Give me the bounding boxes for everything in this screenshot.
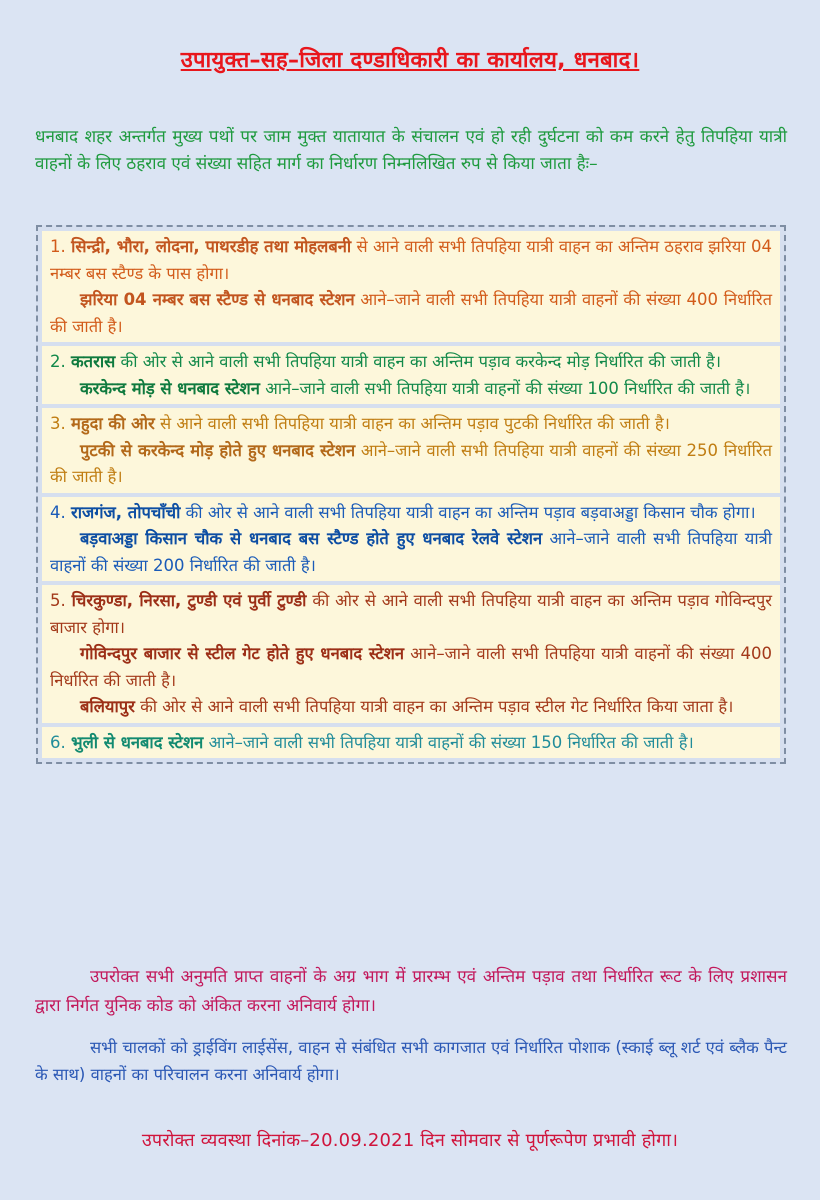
route-origin: चिरकुण्डा, निरसा, टुण्डी एवं पुर्वी टुण्डी (71, 591, 307, 610)
route-count-text: आने–जाने वाली सभी तिपहिया यात्री वाहनों की संख्या 200 निर्धारित की जाती है। (50, 529, 772, 575)
route-count-text: आने–जाने वाली सभी तिपहिया यात्री वाहनों की संख्या 250 निर्धारित की जाती है। (50, 440, 772, 486)
office-title: उपायुक्त–सह–जिला दण्डाधिकारी का कार्यालय, धनबाद। (180, 48, 640, 73)
route-count-text: आने–जाने वाली सभी तिपहिया यात्री वाहनों की संख्या 400 निर्धारित की जाती है। (50, 290, 772, 336)
route-path: भुली से धनबाद स्टेशन (71, 732, 204, 752)
route-origin: महुदा की ओर (71, 414, 155, 433)
route-text: की ओर से आने वाली सभी तिपहिया यात्री वाहन का अन्तिम पड़ाव गोविन्दपुर बाजार होगा। (50, 591, 772, 637)
route-number: 5. (50, 591, 66, 610)
route-origin: राजगंज, तोपचाँची (71, 502, 181, 522)
route-text-secondary: की ओर से आने वाली सभी तिपहिया यात्री वाहन का अन्तिम पड़ाव स्टील गेट निर्धारित किया जाता है। (140, 697, 734, 716)
route-box-2 (42, 346, 780, 404)
route-box-1 (42, 231, 780, 342)
route-box-6 (42, 727, 780, 759)
route-path: पुटकी से करकेन्द मोड़ होते हुए धनबाद स्टेशन (80, 440, 356, 460)
route-count-text: आने–जाने वाली सभी तिपहिया यात्री वाहनों की संख्या 100 निर्धारित की जाती है। (265, 378, 751, 398)
driver-dress-note: सभी चालकों को ड्राईविंग लाईसेंस, वाहन से संबंधित सभी कागजात एवं निर्धारित पोशाक (स्काई ब्लू शर्ट एवं ब्लैक पैन्ट के साथ) वाहनों का परिचालन करना अनिवार्य होगा। (35, 1038, 787, 1084)
route-number: 1. (50, 237, 66, 256)
route-text: से आने वाली सभी तिपहिया यात्री वाहन का अन्तिम पड़ाव पुटकी निर्धारित की जाती है। (159, 414, 670, 433)
route-box-3 (42, 408, 780, 493)
route-number: 2. (50, 352, 66, 371)
route-origin-secondary: बलियापुर (80, 697, 135, 716)
unique-code-note: उपरोक्त सभी अनुमति प्राप्त वाहनों के अग्र भाग में प्रारम्भ एवं अन्तिम पड़ाव तथा निर्धारित रूट के लिए प्रशासन द्वारा निर्गत युनिक कोड को अंकित करना अनिवार्य होगा। (35, 967, 787, 1016)
route-text: से आने वाली सभी तिपहिया यात्री वाहन का अन्तिम ठहराव झरिया 04 नम्बर बस स्टैण्ड के पास होगा। (50, 237, 772, 283)
intro-paragraph: धनबाद शहर अन्तर्गत मुख्य पथों पर जाम मुक्त यातायात के संचालन एवं हो रही दुर्घटना को कम करने हेतु तिपहिया यात्री वाहनों के लिए ठहराव एवं संख्या सहित मार्ग का निर्धारण निम्नलिखित रुप से किया जाता हैः– (35, 127, 787, 174)
route-text: की ओर से आने वाली सभी तिपहिया यात्री वाहन का अन्तिम पड़ाव करकेन्द मोड़ निर्धारित की जाती है। (120, 352, 722, 371)
route-text: की ओर से आने वाली सभी तिपहिया यात्री वाहन का अन्तिम पड़ाव बड़वाअड्डा किसान चौक होगा। (185, 502, 756, 522)
route-path: गोविन्दपुर बाजार से स्टील गेट होते हुए धनबाद स्टेशन (80, 644, 405, 663)
route-number: 4. (50, 502, 66, 522)
effective-date-note: उपरोक्त व्यवस्था दिनांक–20.09.2021 दिन सोमवार से पूर्णरूपेण प्रभावी होगा। (141, 1130, 679, 1151)
route-origin: कतरास (71, 352, 116, 371)
route-box-4 (42, 497, 780, 582)
route-box-5 (42, 585, 780, 723)
route-number: 6. (50, 732, 66, 752)
routes-container (36, 225, 786, 764)
route-path: बड़वाअड्डा किसान चौक से धनबाद बस स्टैण्ड होते हुए धनबाद रेलवे स्टेशन (80, 529, 543, 548)
route-number: 3. (50, 414, 66, 433)
route-count-text: आने–जाने वाली सभी तिपहिया यात्री वाहनों की संख्या 150 निर्धारित की जाती है। (208, 732, 694, 752)
route-origin: सिन्द्री, भौरा, लोदना, पाथरडीह तथा मोहलबनी (71, 237, 352, 256)
route-path: झरिया 04 नम्बर बस स्टैण्ड से धनबाद स्टेशन (80, 290, 355, 309)
route-count-text: आने–जाने वाली सभी तिपहिया यात्री वाहनों की संख्या 400 निर्धारित की जाती है। (50, 644, 772, 690)
route-path: करकेन्द मोड़ से धनबाद स्टेशन (80, 378, 260, 398)
